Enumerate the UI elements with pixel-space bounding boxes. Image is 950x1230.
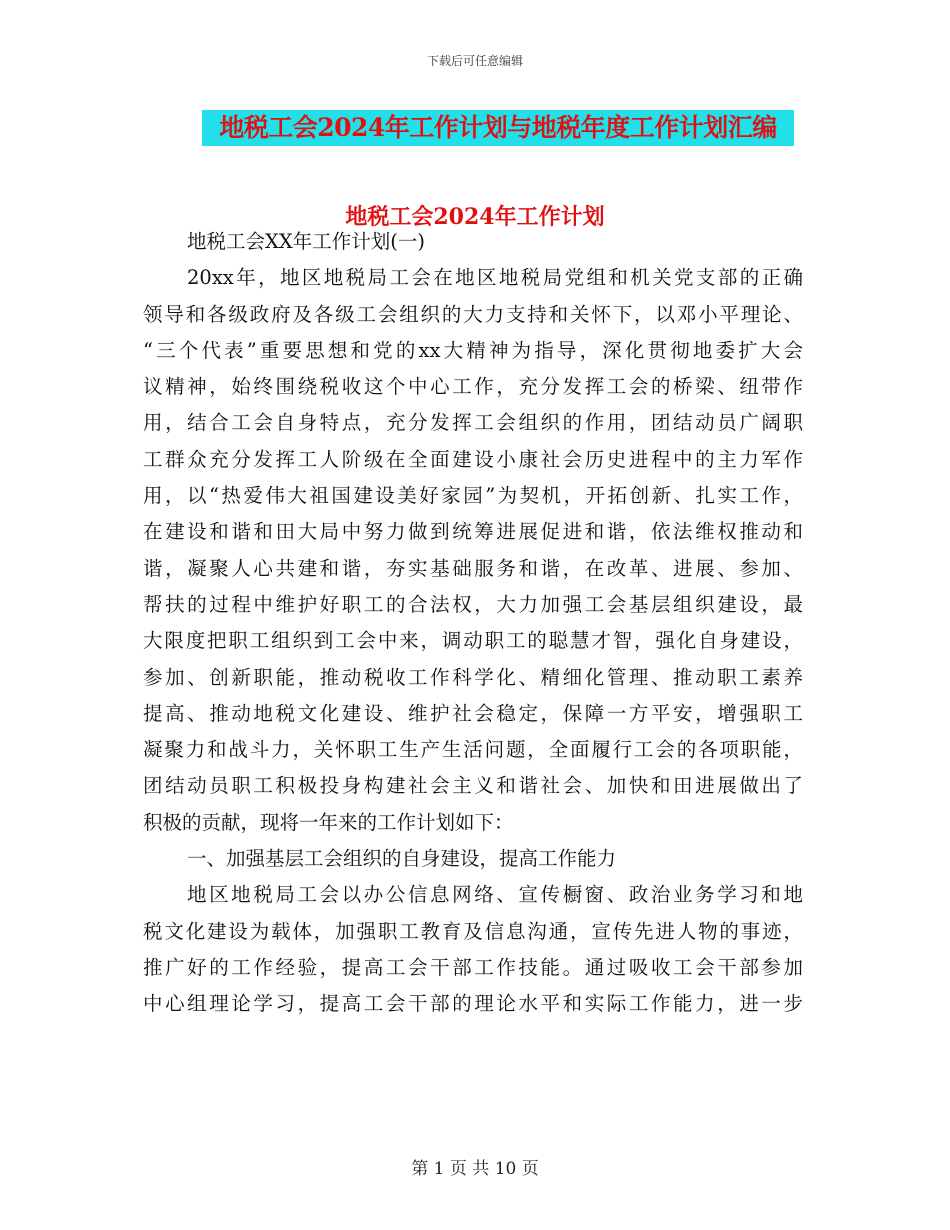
body-line: 大限度把职工组织到工会中来，调动职工的聪慧才智，强化自身建设， [143,629,803,653]
body-line: 积极的贡献，现将一年来的工作计划如下： [143,810,514,834]
page-footer: 第 1 页 共 10 页 [411,1159,539,1179]
header-note: 下载后可任意编辑 [426,54,523,68]
body-line: 凝聚力和战斗力，关怀职工生产生活问题，全面履行工会的各项职能， [143,738,803,762]
body-line: 帮扶的过程中维护好职工的合法权，大力加强工会基层组织建设，最 [143,592,803,616]
body-line: 20xx年，地区地税局工会在地区地税局党组和机关党支部的正确 [187,266,803,290]
body-line: 工群众充分发挥工人阶级在全面建设小康社会历史进程中的主力军作 [143,447,803,471]
main-title: 地税工会2024年工作计划与地税年度工作计划汇编 [219,113,777,142]
body-line: 用，以“热爱伟大祖国建设美好家园”为契机，开拓创新、扎实工作， [143,484,803,508]
body-line: 议精神，始终围绕税收这个中心工作，充分发挥工会的桥梁、纽带作 [143,375,803,399]
body-line: 谐，凝聚人心共建和谐，夯实基础服务和谐，在改革、进展、参加、 [143,556,803,580]
document-body [143,224,803,1023]
main-title-highlight [202,110,794,146]
section-heading: 一、加强基层工会组织的自身建设，提高工作能力 [187,847,617,871]
body-line: 中心组理论学习，提高工会干部的理论水平和实际工作能力，进一步 [143,992,803,1016]
section-title: 地税工会2024年工作计划 [345,204,605,230]
body-line: 领导和各级政府及各级工会组织的大力支持和关怀下，以邓小平理论、 [143,302,803,326]
body-line: 在建设和谐和田大局中努力做到统筹进展促进和谐，依法维权推动和 [143,520,803,544]
body-line: 提高、推动地税文化建设、维护社会稳定，保障一方平安，增强职工 [143,701,803,725]
body-line: 参加、创新职能，推动税收工作科学化、精细化管理、推动职工素养 [143,665,803,689]
body-line: “三个代表”重要思想和党的xx大精神为指导，深化贯彻地委扩大会 [143,338,803,362]
body-line: 税文化建设为载体，加强职工教育及信息沟通，宣传先进人物的事迹， [143,919,803,943]
body-line: 地区地税局工会以办公信息网络、宣传橱窗、政治业务学习和地 [187,883,803,907]
paragraph-heading: 地税工会XX年工作计划(一) [187,230,425,253]
body-line: 用，结合工会自身特点，充分发挥工会组织的作用，团结动员广阔职 [143,411,803,435]
body-line: 团结动员职工积极投身构建社会主义和谐社会、加快和田进展做出了 [143,774,803,798]
body-line: 推广好的工作经验，提高工会干部工作技能。通过吸收工会干部参加 [143,955,803,979]
